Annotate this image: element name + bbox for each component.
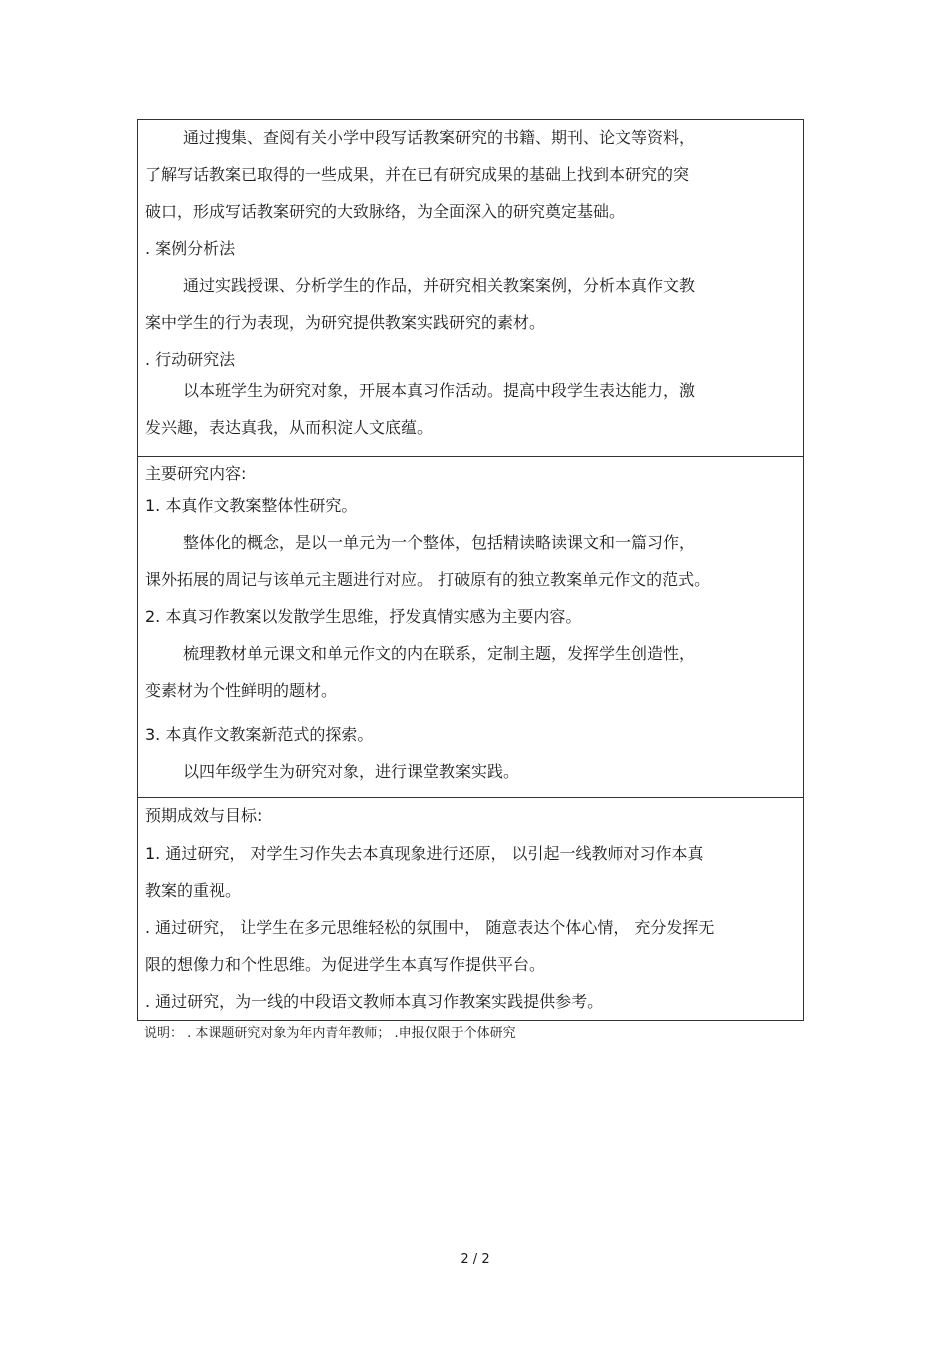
methods-line: 发兴趣，表达真我，从而积淀人文底蕴。 — [145, 418, 434, 437]
methods-line: 了解写话教案已取得的一些成果，并在已有研究成果的基础上找到本研究的突 — [145, 165, 690, 184]
goal-item-3: . 通过研究，为一线的中段语文教师本真习作教案实践提供参考。 — [145, 992, 604, 1011]
page-number: 2 / 2 — [460, 1252, 490, 1267]
methods-line: 通过实践授课、分析学生的作品，并研究相关教案案例，分析本真作文教 — [183, 276, 696, 295]
footnote: 说明： . 本课题研究对象为年内青年教师； .申报仅限于个体研究 — [144, 1026, 516, 1041]
content-item-1: 1. 本真作文教案整体性研究。 — [145, 496, 358, 515]
content-line: 整体化的概念，是以一单元为一个整体，包括精读略读课文和一篇习作， — [183, 533, 696, 552]
content-line: 梳理教材单元课文和单元作文的内在联系，定制主题，发挥学生创造性， — [183, 644, 696, 663]
content-heading: 主要研究内容: — [145, 464, 247, 483]
goals-line: 教案的重视。 — [145, 881, 242, 900]
goals-heading: 预期成效与目标: — [145, 806, 263, 825]
goal-item-1: 1. 通过研究， 对学生习作失去本真现象进行还原， 以引起一线教师对习作本真 — [145, 844, 704, 863]
content-line: 以四年级学生为研究对象，进行课堂教案实践。 — [183, 762, 520, 781]
expected-goals-cell — [138, 797, 803, 1020]
goals-line: 限的想像力和个性思维。为促进学生本真写作提供平台。 — [145, 955, 546, 974]
content-item-2: 2. 本真习作教案以发散学生思维，抒发真情实感为主要内容。 — [145, 607, 582, 626]
goal-item-2: . 通过研究， 让学生在多元思维轻松的氛围中， 随意表达个体心情， 充分发挥无 — [145, 918, 715, 937]
action-research-heading: . 行动研究法 — [145, 350, 236, 369]
proposal-table — [137, 119, 804, 1021]
research-content-cell — [138, 456, 803, 797]
methods-line: 破口，形成写话教案研究的大致脉络，为全面深入的研究奠定基础。 — [145, 202, 626, 221]
content-line: 课外拓展的周记与该单元主题进行对应。 打破原有的独立教案单元作文的范式。 — [145, 570, 711, 589]
methods-line: 通过搜集、查阅有关小学中段写话教案研究的书籍、期刊、论文等资料， — [183, 128, 696, 147]
methods-line: 案中学生的行为表现，为研究提供教案实践研究的素材。 — [145, 313, 546, 332]
research-methods-cell — [138, 120, 803, 456]
case-analysis-heading: . 案例分析法 — [145, 239, 236, 258]
content-item-3: 3. 本真作文教案新范式的探索。 — [145, 725, 374, 744]
content-line: 变素材为个性鲜明的题材。 — [145, 681, 338, 700]
methods-line: 以本班学生为研究对象，开展本真习作活动。提高中段学生表达能力，激 — [183, 381, 696, 400]
